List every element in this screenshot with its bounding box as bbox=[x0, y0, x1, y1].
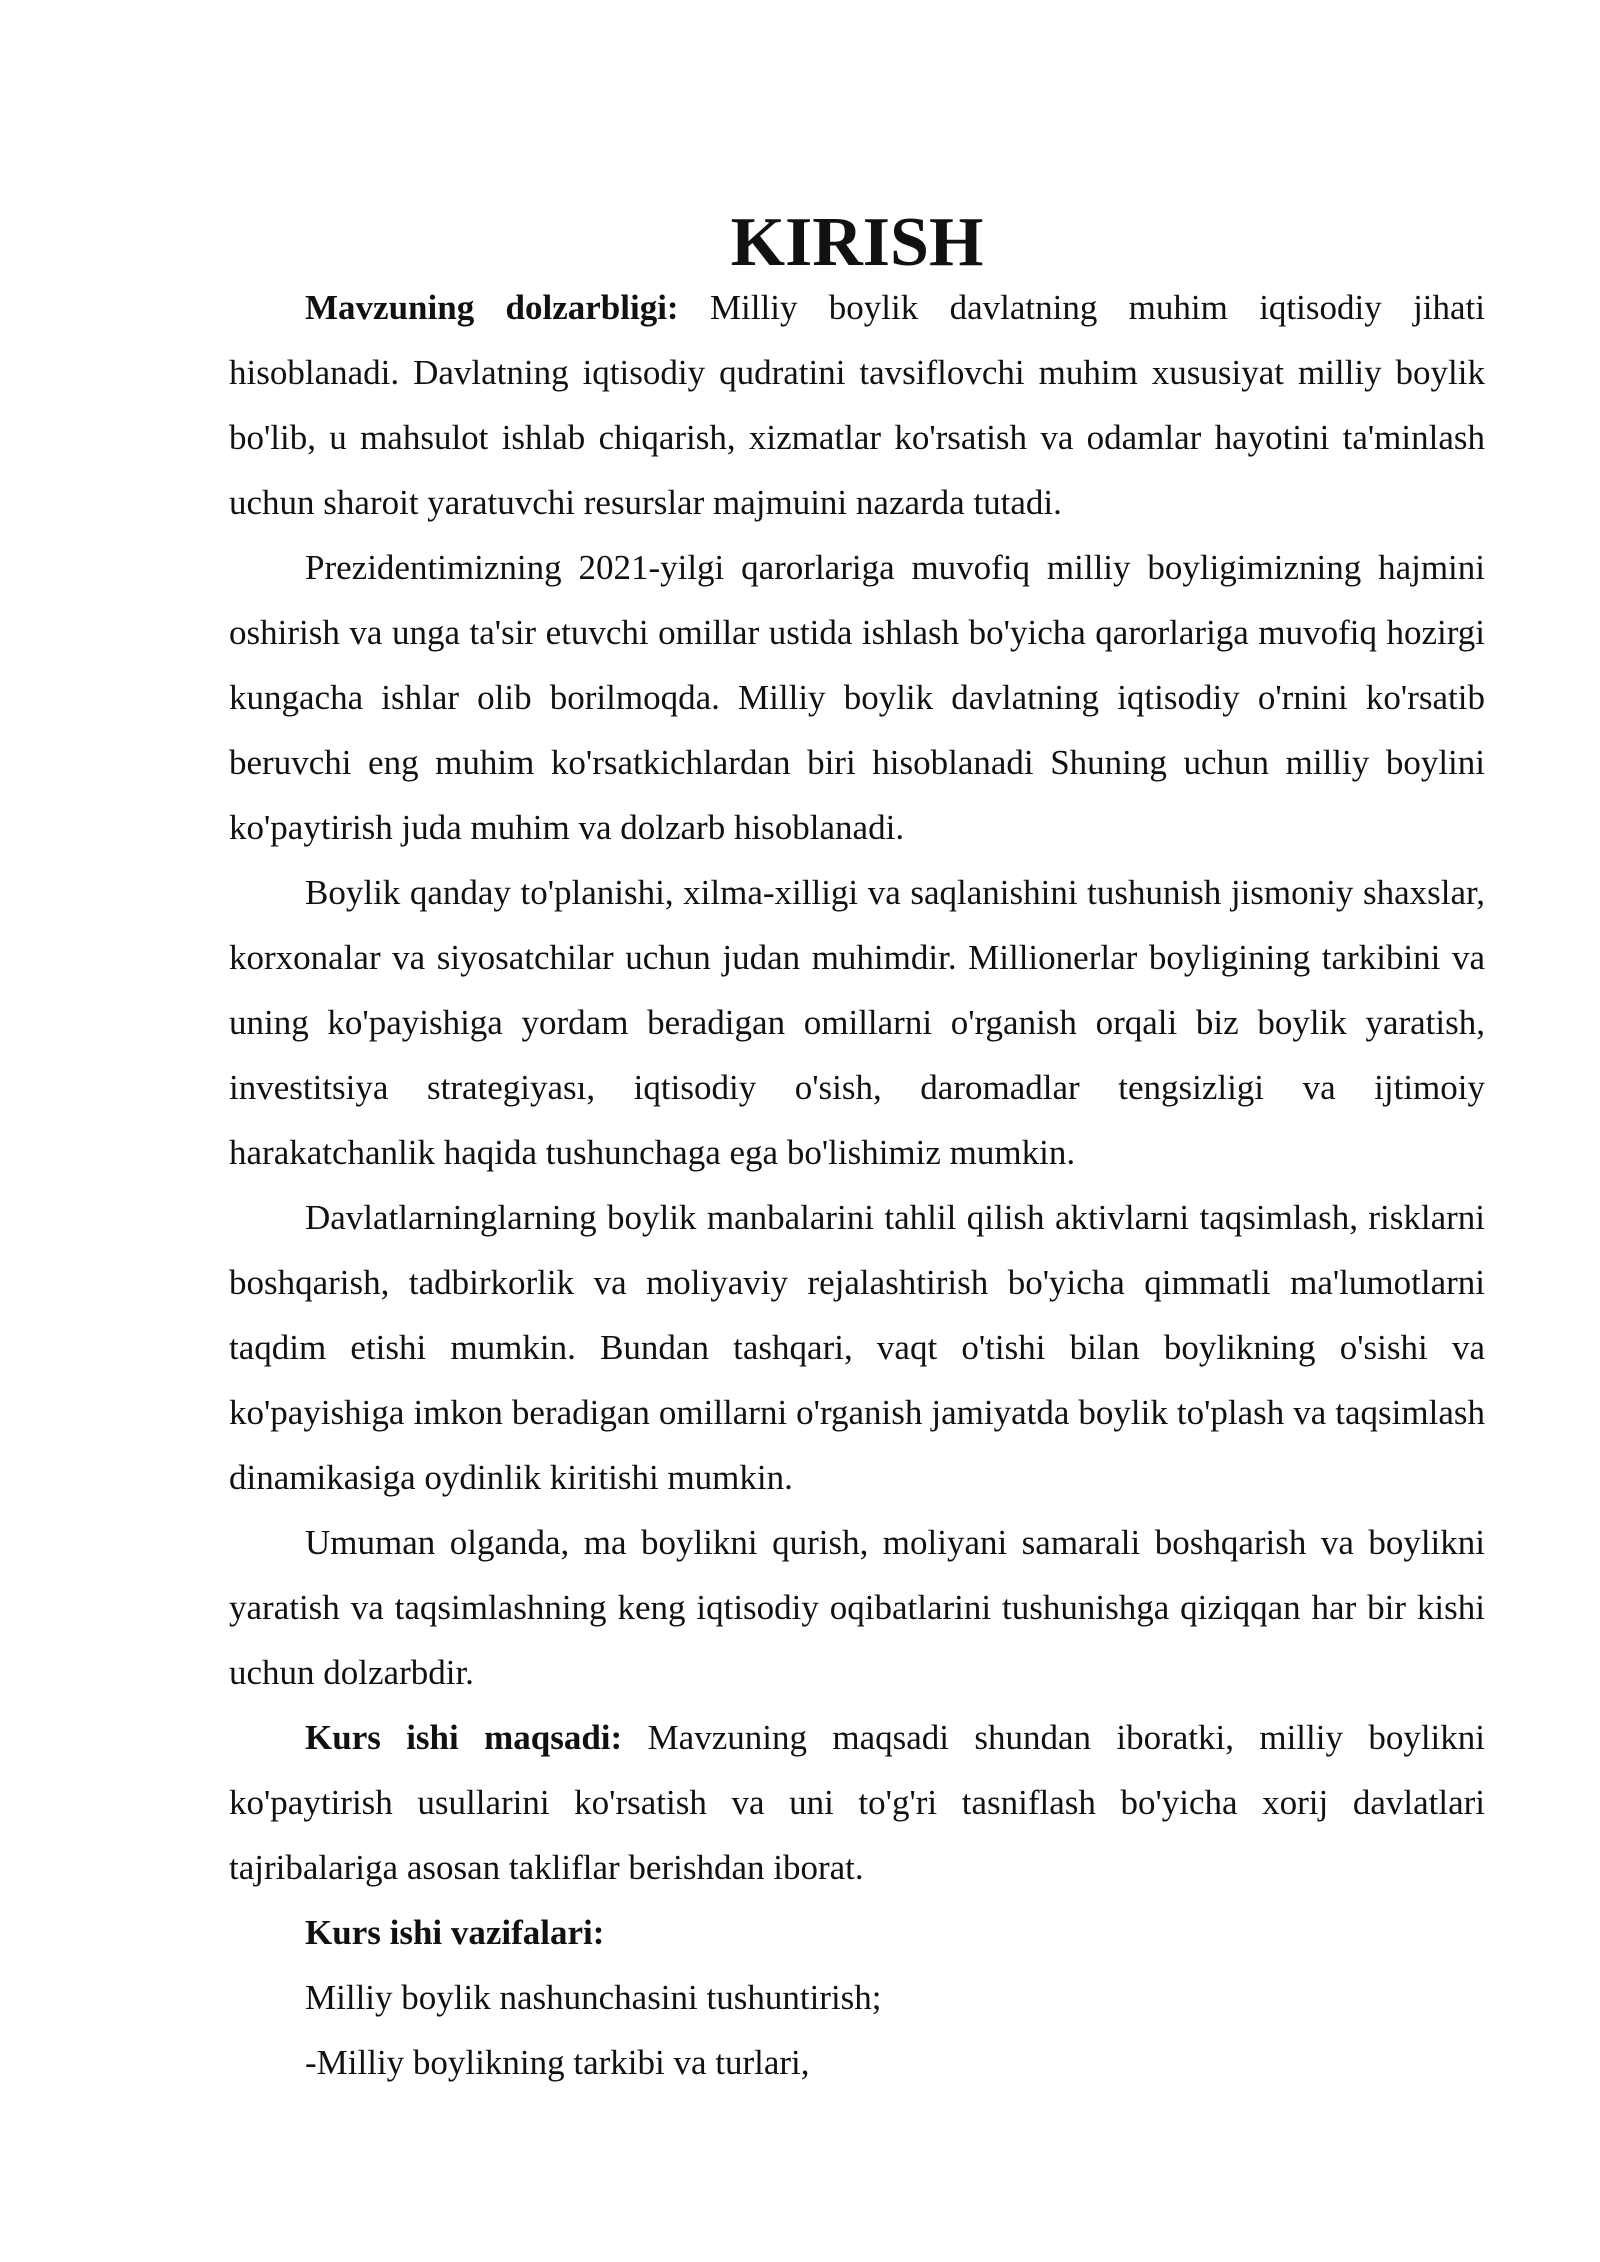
task-item: Milliy boylik nashunchasini tushuntirish; bbox=[305, 1978, 882, 2017]
paragraph-summary: Umuman olganda, ma boylikni qurish, moliyani samarali boshqarish va boylikni yaratish va taqsimlashning keng iqtisodiy oqibatlarini tushunishga qiziqqan har bir kishi uchun dolzarbdir. bbox=[229, 1523, 1485, 1692]
paragraph-lead: Mavzuning dolzarbligi: bbox=[305, 288, 679, 327]
tasks-heading-label: Kurs ishi vazifalari: bbox=[305, 1913, 605, 1952]
paragraph-wealth-understanding: Boylik qanday to'planishi, xilma-xilligi va saqlanishini tushunish jismoniy shaxslar, korxonalar va siyosatchilar uchun judan muhimdir. Millionerlar boyligining tarkibini va uning ko'payishiga yordam beradigan omillarni o'rganish orqali biz boylik yaratish, investitsiya strategiyası, iqtisodiy o'sish, daromadlar tengsizligi va ijtimoiy harakatchanlik haqida tushunchaga ega bo'lishimiz mumkin. bbox=[229, 873, 1485, 1172]
tasks-heading bbox=[229, 1900, 1485, 1965]
paragraph-text: Mavzuning maqsadi shundan iboratki, milliy boylikni ko'paytirish usullarini ko'rsatish va uni to'g'ri tasniflash bo'yicha xorij davlatlari tajribalariga asosan takliflar berishdan iborat. bbox=[229, 1718, 1485, 1887]
page-title: KIRISH bbox=[730, 204, 984, 281]
paragraph-wealth-sources: Davlatlarninglarning boylik manbalarini tahlil qilish aktivlarni taqsimlash, risklarni boshqarish, tadbirkorlik va moliyaviy rejalashtirish bo'yicha qimmatli ma'lumotlarni taqdim etishi mumkin. Bundan tashqari, vaqt o'tishi bilan boylikning o'sishi va ko'payishiga imkon beradigan omillarni o'rganish jamiyatda boylik to'plash va taqsimlash dinamikasiga oydinlik kiritishi mumkin. bbox=[229, 1198, 1485, 1497]
paragraph-text: Milliy boylik davlatning muhim iqtisodiy jihati hisoblanadi. Davlatning iqtisodiy qudratini tavsiflovchi muhim xususiyat milliy boylik bo'lib, u mahsulot ishlab chiqarish, xizmatlar ko'rsatish va odamlar hayotini ta'minlash uchun sharoit yaratuvchi resurslar majmuini nazarda tutadi. bbox=[229, 288, 1485, 522]
task-item: -Milliy boylikning tarkibi va turlari, bbox=[305, 2043, 810, 2082]
paragraph-relevance bbox=[229, 275, 1485, 535]
paragraph-lead: Kurs ishi maqsadi: bbox=[305, 1718, 623, 1757]
paragraph-goal bbox=[229, 1705, 1485, 1900]
document-page bbox=[229, 204, 1485, 2095]
paragraph-decrees: Prezidentimizning 2021-yilgi qarorlariga muvofiq milliy boyligimizning hajmini oshirish va unga ta'sir etuvchi omillar ustida ishlash bo'yicha qarorlariga muvofiq hozirgi kungacha ishlar olib borilmoqda. Milliy boylik davlatning iqtisodiy o'rnini ko'rsatib beruvchi eng muhim ko'rsatkichlardan biri hisoblanadi Shuning uchun milliy boylini ko'paytirish juda muhim va dolzarb hisoblanadi. bbox=[229, 548, 1485, 847]
